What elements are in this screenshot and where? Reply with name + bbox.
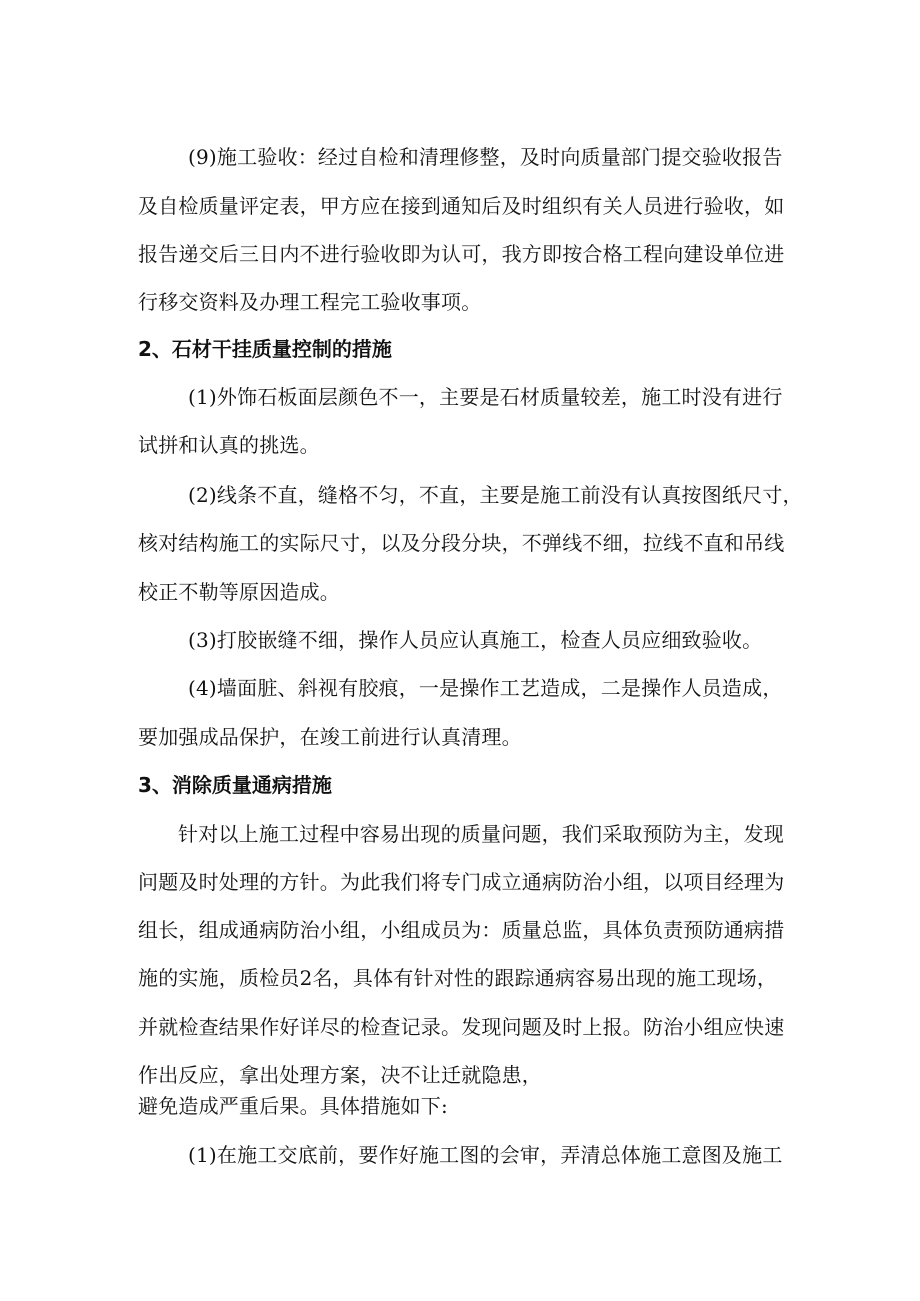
text-line: (3)打胶嵌缝不细，操作人员应认真施工，检查人员应细致验收。 (188, 628, 763, 652)
text-line: 报告递交后三日内不进行验收即为认可，我方即按合格工程向建设单位进 (138, 242, 785, 266)
text-line: 并就检查结果作好详尽的检查记录。发现问题及时上报。防治小组应快速 (138, 1015, 785, 1039)
text-line: 作出反应，拿出处理方案，决不让迁就隐患， (138, 1063, 542, 1087)
text-line: 施的实施，质检员2名，具体有针对性的跟踪通病容易出现的施工现场， (138, 966, 778, 990)
text-line: (1)外饰石板面层颜色不一，主要是石材质量较差，施工时没有进行 (188, 385, 783, 409)
text-line: 针对以上施工过程中容易出现的质量问题，我们采取预防为主，发现 (178, 822, 784, 846)
text-line: (9)施工验收：经过自检和清理修整，及时向质量部门提交验收报告 (188, 145, 783, 169)
text-line: 校正不勒等原因造成。 (138, 580, 340, 604)
text-line: 行移交资料及办理工程完工验收事项。 (138, 290, 482, 314)
text-line: 问题及时处理的方针。为此我们将专门成立通病防治小组，以项目经理为 (138, 870, 785, 894)
section-2-heading: 2、石材干挂质量控制的措施 (138, 337, 392, 361)
text-line: 要加强成品保护，在竣工前进行认真清理。 (138, 725, 522, 749)
section-3-heading: 3、消除质量通病措施 (138, 773, 332, 797)
text-line: 试拼和认真的挑选。 (138, 433, 320, 457)
text-line: (2)线条不直，缝格不匀，不直，主要是施工前没有认真按图纸尺寸， (188, 483, 803, 507)
text-line: 组长，组成通病防治小组，小组成员为：质量总监，具体负责预防通病措 (138, 918, 785, 942)
text-line: (1)在施工交底前，要作好施工图的会审，弄清总体施工意图及施工 (188, 1143, 783, 1167)
text-line: 避免造成严重后果。具体措施如下: (138, 1094, 448, 1118)
text-line: 核对结构施工的实际尺寸，以及分段分块，不弹线不细，拉线不直和吊线 (138, 531, 785, 555)
text-line: 及自检质量评定表，甲方应在接到通知后及时组织有关人员进行验收，如 (138, 194, 785, 218)
text-line: (4)墙面脏、斜视有胶痕，一是操作工艺造成，二是操作人员造成， (188, 676, 783, 700)
